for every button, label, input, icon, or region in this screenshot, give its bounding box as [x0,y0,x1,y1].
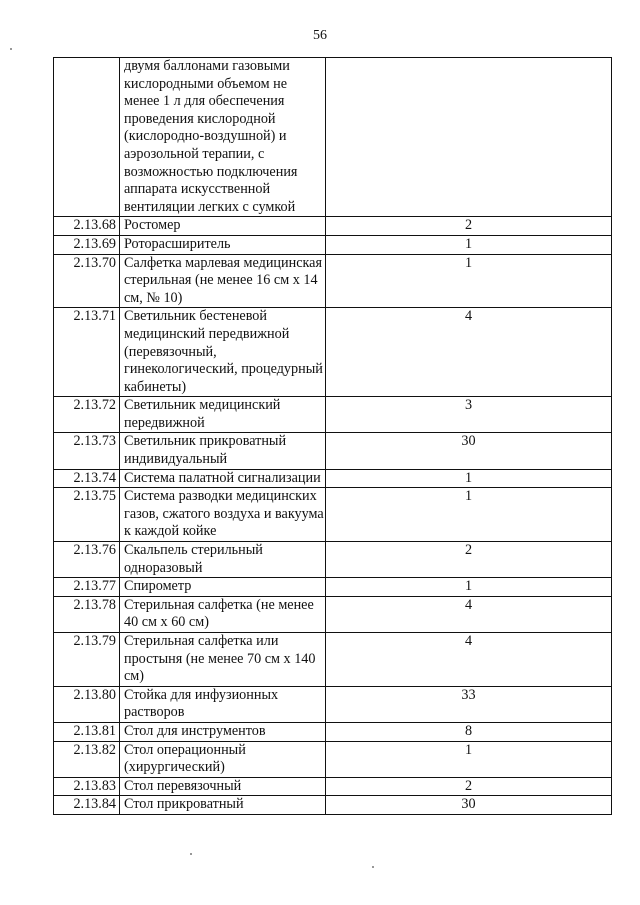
item-name: Стерильная салфетка (не менее 40 см х 60 см) [120,596,326,632]
item-quantity: 2 [326,542,612,578]
item-name: Стол операционный (хирургический) [120,741,326,777]
row-number: 2.13.73 [54,433,120,469]
table-row [54,596,612,632]
table-row [54,777,612,796]
item-name: Стойка для инфузионных растворов [120,686,326,722]
row-number: 2.13.74 [54,469,120,488]
item-name: Стол перевязочный [120,777,326,796]
item-quantity: 1 [326,488,612,542]
table-row [54,217,612,236]
item-quantity: 1 [326,741,612,777]
page-number: 56 [313,28,327,43]
item-name: Светильник бестеневой медицинский передвижной (перевязочный, гинекологический, процедурный кабинеты) [120,308,326,397]
table-row [54,397,612,433]
item-quantity: 33 [326,686,612,722]
row-number: 2.13.81 [54,722,120,741]
item-quantity: 1 [326,254,612,308]
table-row [54,254,612,308]
equipment-table [53,57,612,815]
item-name: Спирометр [120,578,326,597]
row-number: 2.13.83 [54,777,120,796]
item-name: Стол прикроватный [120,796,326,815]
row-number: 2.13.77 [54,578,120,597]
row-number: 2.13.71 [54,308,120,397]
scan-mark [10,48,12,50]
scan-mark [372,866,374,868]
row-number [54,58,120,217]
item-quantity [326,58,612,217]
item-name: Скальпель стерильный одноразовый [120,542,326,578]
table-row [54,469,612,488]
table-row [54,633,612,687]
item-name: Стерильная салфетка или простыня (не менее 70 см х 140 см) [120,633,326,687]
item-name: Салфетка марлевая медицинская стерильная (не менее 16 см х 14 см, № 10) [120,254,326,308]
item-name: Светильник медицинский передвижной [120,397,326,433]
row-number: 2.13.78 [54,596,120,632]
table-body [54,58,612,815]
item-quantity: 30 [326,796,612,815]
scan-mark [190,853,192,855]
row-number: 2.13.79 [54,633,120,687]
row-number: 2.13.72 [54,397,120,433]
item-quantity: 2 [326,777,612,796]
row-number: 2.13.76 [54,542,120,578]
item-quantity: 1 [326,578,612,597]
item-quantity: 30 [326,433,612,469]
item-quantity: 2 [326,217,612,236]
table-row [54,722,612,741]
item-quantity: 4 [326,308,612,397]
table-row [54,796,612,815]
item-name: Светильник прикроватный индивидуальный [120,433,326,469]
item-name: Система разводки медицинских газов, сжатого воздуха и вакуума к каждой койке [120,488,326,542]
table-row [54,58,612,217]
row-number: 2.13.80 [54,686,120,722]
row-number: 2.13.68 [54,217,120,236]
table-row [54,308,612,397]
item-quantity: 4 [326,633,612,687]
table-row [54,542,612,578]
row-number: 2.13.82 [54,741,120,777]
item-name: Роторасширитель [120,235,326,254]
table-row [54,235,612,254]
item-quantity: 4 [326,596,612,632]
item-quantity: 3 [326,397,612,433]
table-row [54,686,612,722]
item-name: Система палатной сигнализации [120,469,326,488]
row-number: 2.13.70 [54,254,120,308]
table-row [54,488,612,542]
item-name: двумя баллонами газовыми кислородными объемом не менее 1 л для обеспечения проведения кислородной (кислородно-воздушной) и аэрозольной терапии, с возможностью подключения аппарата искусственной вентиляции легких с сумкой [120,58,326,217]
table-row [54,578,612,597]
item-name: Ростомер [120,217,326,236]
item-quantity: 8 [326,722,612,741]
item-name: Стол для инструментов [120,722,326,741]
table-row [54,741,612,777]
table-row [54,433,612,469]
item-quantity: 1 [326,235,612,254]
item-quantity: 1 [326,469,612,488]
row-number: 2.13.75 [54,488,120,542]
row-number: 2.13.69 [54,235,120,254]
row-number: 2.13.84 [54,796,120,815]
